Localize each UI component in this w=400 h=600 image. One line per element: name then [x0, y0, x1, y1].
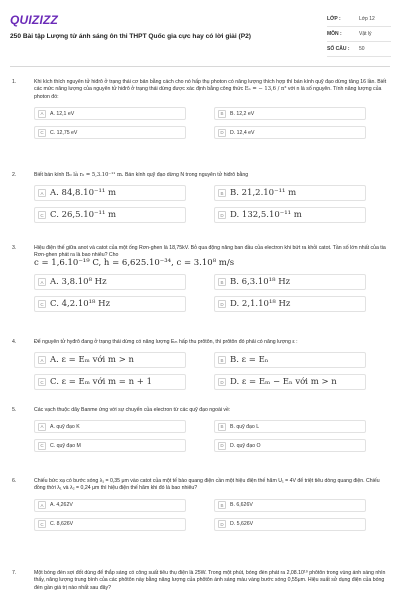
document-title: 250 Bài tập Lượng tử ánh sáng ôn thi THPT Quốc gia cực hay có lời giải (P2) — [10, 33, 251, 40]
choice-b[interactable] — [214, 420, 366, 433]
choice-d[interactable] — [214, 518, 366, 531]
choice-letter: C — [38, 520, 46, 528]
choice-letter: C — [38, 300, 46, 308]
choice-c[interactable] — [34, 126, 186, 139]
choice-text: C. 4,2.10¹⁸ Hz — [50, 299, 111, 310]
question-text — [34, 245, 390, 268]
question-5 — [12, 407, 390, 452]
choice-letter: B — [218, 423, 226, 431]
meta-value: Lớp 12 — [359, 16, 375, 22]
choice-c[interactable] — [34, 439, 186, 452]
choice-text: A. 4,262V — [50, 502, 73, 509]
answer-choices — [34, 107, 390, 139]
question-3 — [12, 245, 390, 312]
question-formula: c = 1,6.10⁻¹⁹ C, h = 6,625.10⁻³⁴, c = 3.10⁸ m/s — [34, 257, 235, 268]
question-text-part: Bán kính quỹ đạo dừng N trong nguyên tử hiđrô bằng — [124, 172, 249, 178]
choice-a[interactable] — [34, 499, 186, 512]
choice-letter: A — [38, 501, 46, 509]
choice-text: D. ε = Eₘ − Eₙ với m > n — [230, 377, 337, 388]
choice-text: D. 2,1.10¹⁸ Hz — [230, 299, 291, 310]
choice-a[interactable] — [34, 185, 186, 201]
choice-text: C. 26,5.10⁻¹¹ m — [50, 210, 117, 221]
meta-key: SỐ CÂU : — [327, 46, 350, 52]
question-text: Một bóng đèn sợi đốt dùng để thắp sáng có công suất tiêu thụ điện là 25W. Trong một phút, bóng đèn phát ra 2,08.10¹⁹ phôtôn trong vùng ánh sáng nhìn thấy, năng lượng trung bình của các phôtôn này bằng năng lượng của phôtôn ánh sáng màu vàng bước sóng 0,55μm. Hiệu suất sử dụng điện của bóng đèn gần giá trị nào nhất sau đây? — [34, 570, 386, 591]
choice-text: D. quỹ đạo O — [230, 442, 261, 449]
choice-text: A. quỹ đạo K — [50, 423, 80, 430]
choice-letter: D — [218, 300, 226, 308]
choice-text: A. 84,8.10⁻¹¹ m — [50, 188, 117, 199]
choice-d[interactable] — [214, 207, 366, 223]
choice-text: B. 12,2 eV — [230, 110, 255, 117]
question-formula: Eₙ = − 13,6 / n² — [244, 86, 287, 93]
choice-letter: C — [38, 442, 46, 450]
meta-row-grade — [327, 12, 391, 27]
choice-letter: A — [38, 110, 46, 118]
choice-text: D. 5,626V — [230, 521, 254, 528]
question-number: 2. — [12, 172, 17, 178]
question-2 — [12, 172, 390, 223]
question-number: 5. — [12, 407, 17, 413]
choice-a[interactable] — [34, 352, 186, 368]
choice-d[interactable] — [214, 374, 366, 390]
choice-c[interactable] — [34, 518, 186, 531]
header-divider — [10, 66, 390, 67]
choice-letter: A — [38, 356, 46, 364]
question-text: Để nguyên tử hyđrô đang ở trạng thái dừng có năng lượng Eₘ hấp thu prôtôn, thì prôtôn đó phải có năng lượng ε : — [34, 339, 298, 345]
document-header — [0, 0, 400, 66]
choice-text: B. 6,626V — [230, 502, 253, 509]
choice-letter: C — [38, 378, 46, 386]
choice-c[interactable] — [34, 296, 186, 312]
answer-choices — [34, 352, 390, 390]
choice-a[interactable] — [34, 107, 186, 120]
choice-text: A. ε = Eₘ với m > n — [50, 355, 134, 366]
choice-c[interactable] — [34, 207, 186, 223]
choice-d[interactable] — [214, 126, 366, 139]
answer-choices — [34, 185, 390, 223]
choice-letter: D — [218, 442, 226, 450]
choice-text: C. ε = Eₘ với m = n + 1 — [50, 377, 152, 388]
answer-choices — [34, 420, 390, 452]
choice-text: C. 12,75 eV — [50, 129, 78, 136]
question-1 — [12, 79, 390, 139]
choice-b[interactable] — [214, 107, 366, 120]
question-number: 3. — [12, 245, 17, 251]
question-formula: B₀ là r₀ = 5,3.10⁻¹¹ m. — [65, 172, 124, 178]
choice-a[interactable] — [34, 420, 186, 433]
meta-key: LỚP : — [327, 16, 341, 22]
question-text-part: với n là số nguyên. Tính năng lượng của photon đó: — [34, 86, 382, 100]
choice-text: B. 6,3.10¹⁸ Hz — [230, 277, 291, 288]
choice-b[interactable] — [214, 274, 366, 290]
choice-letter: B — [218, 278, 226, 286]
choice-text: B. quỹ đạo L — [230, 423, 260, 430]
choice-letter: C — [38, 211, 46, 219]
choice-d[interactable] — [214, 439, 366, 452]
question-text-part: Biết bán kính — [34, 172, 65, 178]
choice-letter: A — [38, 189, 46, 197]
question-text: Các vạch thuộc dãy Banme ứng với sự chuyển của electron từ các quỹ đạo ngoài về: — [34, 407, 231, 413]
meta-value: 50 — [359, 46, 365, 52]
question-4 — [12, 339, 390, 390]
choice-text: D. 12,4 eV — [230, 129, 255, 136]
choice-letter: A — [38, 423, 46, 431]
question-number: 4. — [12, 339, 17, 345]
choice-letter: B — [218, 110, 226, 118]
question-number: 7. — [12, 570, 17, 576]
question-7 — [12, 570, 390, 592]
choice-letter: A — [38, 278, 46, 286]
choice-letter: D — [218, 378, 226, 386]
choice-letter: D — [218, 129, 226, 137]
choice-b[interactable] — [214, 185, 366, 201]
question-text: Chiếu bức xạ có bước sóng λ₁ = 0,35 μm vào catot của một tế bào quang điện cần một hiệu điện thế hãm U₁ = 4V để triệt tiêu dòng quang điện. Chiếu đồng thời λ₁ và λ₂ = 0,24 μm thì hiệu điện thế hãm khi đó là bao nhiêu? — [34, 478, 380, 492]
choice-text: B. ε = Eₙ — [230, 355, 269, 366]
meta-row-count — [327, 42, 391, 57]
answer-choices — [34, 499, 390, 531]
question-text-part: Hiệu điện thế giữa anot và catot của một ống Rơn-ghen là 18,75kV. Bỏ qua động năng ban đầu của electron khi bứt ra khỏi catot. Tần số lớn nhất của tia Rơn-ghen phát ra là bao nhiêu? Cho — [34, 245, 386, 259]
choice-a[interactable] — [34, 274, 186, 290]
choice-text: C. quỹ đạo M — [50, 442, 81, 449]
choice-letter: B — [218, 189, 226, 197]
question-text-part: Khi kích thích nguyên tử hiđrô ở trạng thái cơ bản bằng cách cho nó hấp thụ photon có năng lượng thích hợp thì bán kính quỹ đạo dừng tăng 16 lần. Biết các mức năng lượng của nguyên tử hiđrô ở trạng thái dừng được xác định bằng công thức — [34, 79, 387, 93]
choice-letter: C — [38, 129, 46, 137]
choice-b[interactable] — [214, 352, 366, 368]
question-number: 6. — [12, 478, 17, 484]
choice-letter: D — [218, 520, 226, 528]
meta-key: MÔN : — [327, 31, 342, 37]
question-text — [34, 172, 390, 179]
choice-text: A. 3,8.10⁸ Hz — [50, 277, 107, 288]
choice-text: B. 21,2.10⁻¹¹ m — [230, 188, 297, 199]
choice-c[interactable] — [34, 374, 186, 390]
meta-table — [327, 12, 391, 57]
choice-text: A. 12,1 eV — [50, 110, 75, 117]
quizizz-logo: QUIZIZZ — [10, 13, 59, 27]
choice-text: D. 132,5.10⁻¹¹ m — [230, 210, 302, 221]
choice-text: C. 8,626V — [50, 521, 74, 528]
choice-letter: D — [218, 211, 226, 219]
choice-d[interactable] — [214, 296, 366, 312]
question-number: 1. — [12, 79, 17, 85]
question-6 — [12, 478, 390, 531]
choice-b[interactable] — [214, 499, 366, 512]
meta-row-subject — [327, 27, 391, 42]
answer-choices — [34, 274, 390, 312]
meta-value: Vật lý — [359, 31, 372, 37]
choice-letter: B — [218, 356, 226, 364]
choice-letter: B — [218, 501, 226, 509]
question-text — [34, 79, 390, 101]
